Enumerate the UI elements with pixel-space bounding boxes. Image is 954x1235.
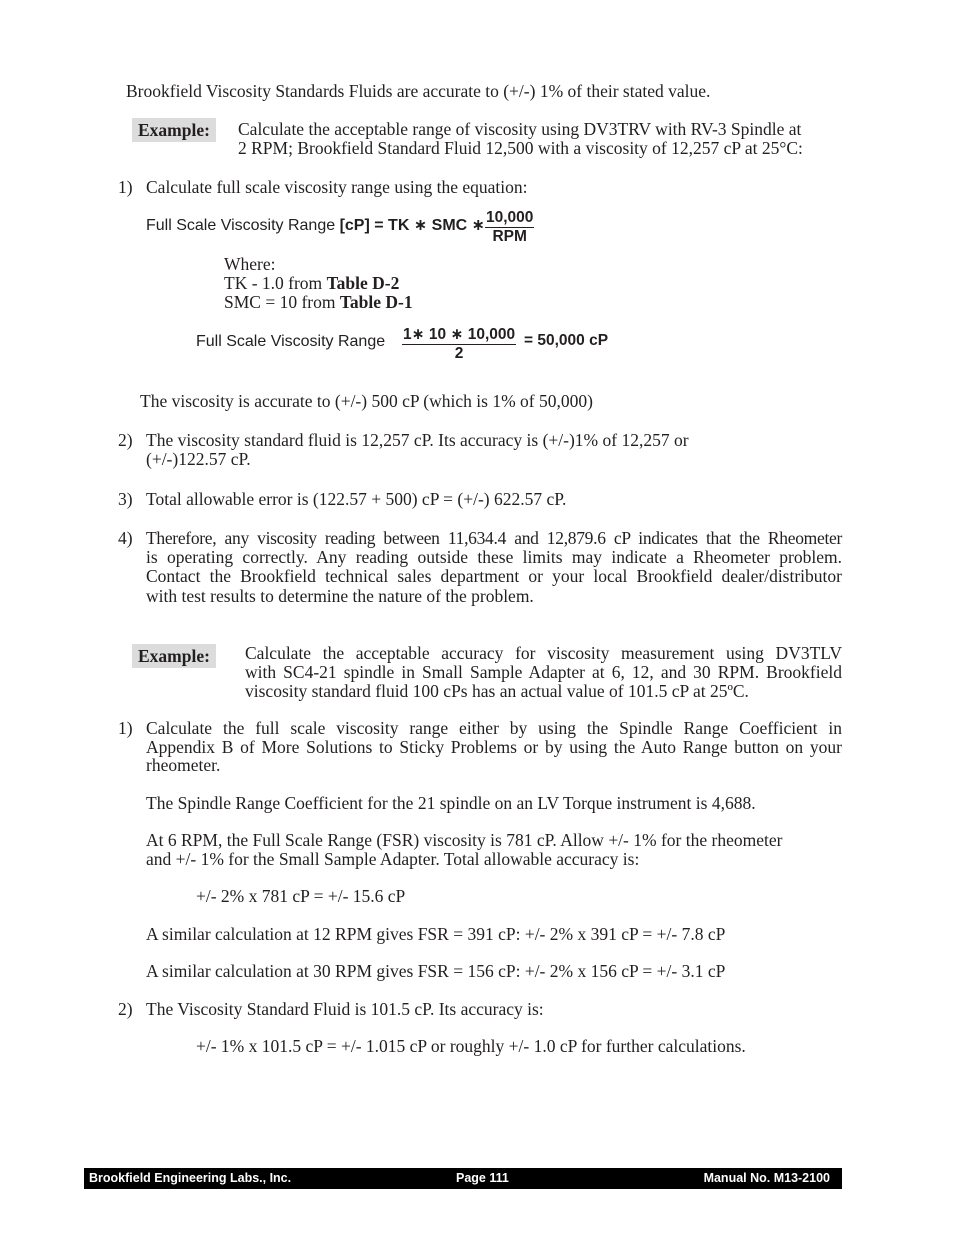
example-text-line: viscosity standard fluid 100 cPs has an actual value of 101.5 cP at 25ºC. (245, 681, 749, 701)
fraction-denominator: 2 (454, 345, 464, 362)
step-number: 2) (118, 999, 133, 1019)
intro-text: Brookfield Viscosity Standards Fluids are accurate to (+/-) 1% of their stated value. (126, 81, 711, 101)
example-text-line: Calculate the acceptable accuracy for viscosity measurement using DV3TLV (245, 643, 842, 663)
where-smc: SMC = 10 from Table D-1 (224, 292, 413, 312)
example-text-line: Calculate the acceptable range of viscosity using DV3TRV with RV-3 Spindle at (238, 119, 802, 139)
fraction-numerator: 10,000 (486, 209, 534, 226)
rpm6-text-line: and +/- 1% for the Small Sample Adapter. Total allowable accuracy is: (146, 849, 640, 869)
example-label: Example: (132, 118, 216, 142)
step-text: Total allowable error is (122.57 + 500) cP = (+/-) 622.57 cP. (146, 489, 567, 509)
equation2-result: = 50,000 cP (524, 332, 609, 349)
page-footer (84, 1168, 842, 1189)
where-tk: TK - 1.0 from Table D-2 (224, 273, 400, 293)
step-text-line: with test results to determine the nature of the problem. (146, 586, 534, 606)
step-text: Calculate full scale viscosity range using the equation: (146, 177, 528, 197)
equation2-fraction (402, 326, 516, 363)
step-text-line: Appendix B of More Solutions to Sticky Problems or by using the Auto Range button on your (146, 737, 842, 757)
step-text-line: The viscosity standard fluid is 12,257 cP. Its accuracy is (+/-)1% of 12,257 or (146, 430, 689, 450)
step-text-line: rheometer. (146, 755, 221, 775)
fraction-denominator: RPM (492, 228, 527, 245)
example-text-line: with SC4-21 spindle in Small Sample Adapter at 6, 12, and 30 RPM. Brookfield (245, 662, 842, 682)
step-number: 1) (118, 718, 133, 738)
accuracy-text: The viscosity is accurate to (+/-) 500 cP (which is 1% of 50,000) (140, 391, 593, 411)
footer-manual-number: Manual No. M13-2100 (703, 1171, 830, 1185)
calc-12rpm: A similar calculation at 12 RPM gives FSR = 391 cP: +/- 2% x 391 cP = +/- 7.8 cP (146, 924, 726, 944)
fraction-numerator: 1∗ 10 ∗ 10,000 (403, 326, 516, 343)
where-label: Where: (224, 254, 276, 274)
step-text: The Viscosity Standard Fluid is 101.5 cP. Its accuracy is: (146, 999, 544, 1019)
step-number: 2) (118, 430, 133, 450)
step-number: 4) (118, 528, 133, 548)
example-label: Example: (132, 644, 216, 668)
footer-page-number: Page 111 (456, 1171, 509, 1185)
equation-lhs: Full Scale Viscosity Range [cP] = TK ∗ SMC ∗ (146, 217, 486, 234)
step-number: 1) (118, 177, 133, 197)
calc-30rpm: A similar calculation at 30 RPM gives FSR = 156 cP: +/- 2% x 156 cP = +/- 3.1 cP (146, 961, 726, 981)
calc-accuracy: +/- 1% x 101.5 cP = +/- 1.015 cP or roughly +/- 1.0 cP for further calculations. (196, 1036, 746, 1056)
footer-company: Brookfield Engineering Labs., Inc. (89, 1171, 292, 1185)
calc-6rpm: +/- 2% x 781 cP = +/- 15.6 cP (196, 886, 406, 906)
example-text-line: 2 RPM; Brookfield Standard Fluid 12,500 with a viscosity of 12,257 cP at 25°C: (238, 138, 803, 158)
src-text: The Spindle Range Coefficient for the 21 spindle on an LV Torque instrument is 4,688. (146, 793, 756, 813)
rpm6-text-line: At 6 RPM, the Full Scale Range (FSR) viscosity is 781 cP. Allow +/- 1% for the rheometer (146, 830, 783, 850)
equation-fraction (485, 209, 534, 246)
step-text-line: (+/-)122.57 cP. (146, 449, 251, 469)
equation2-label: Full Scale Viscosity Range (196, 333, 386, 350)
step-text-line: Therefore, any viscosity reading between 11,634.4 and 12,879.6 cP indicates that the Rheometer (146, 528, 842, 548)
step-number: 3) (118, 489, 133, 509)
step-text-line: is operating correctly. Any reading outside these limits may indicate a Rheometer problem. (146, 547, 842, 567)
step-text-line: Calculate the full scale viscosity range either by using the Spindle Range Coefficient in (146, 718, 842, 738)
step-text-line: Contact the Brookfield technical sales department or your local Brookfield dealer/distributor (146, 566, 842, 586)
